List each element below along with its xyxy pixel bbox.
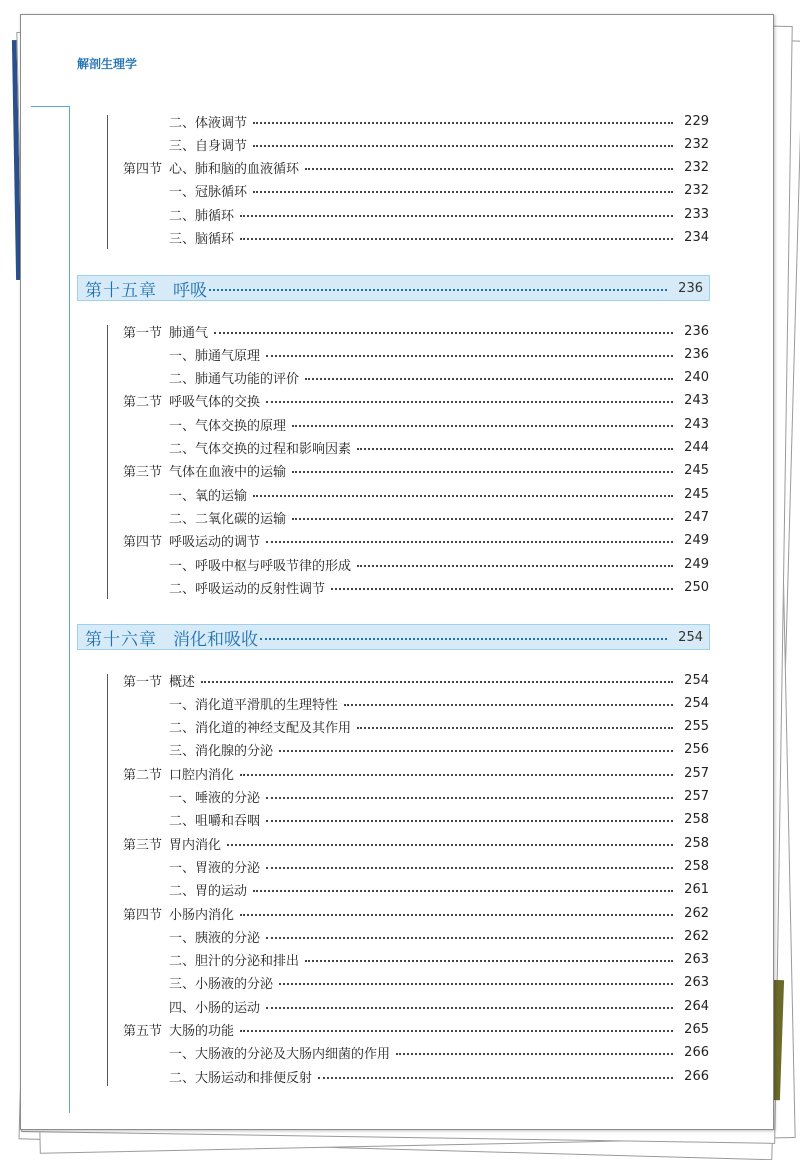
entry-title: 一、唾液的分泌 xyxy=(169,791,261,806)
entry-title: 一、胰液的分泌 xyxy=(169,930,261,946)
entry-title: 一、氧的运输 xyxy=(169,488,248,504)
decorative-rule xyxy=(31,106,67,107)
page-number: 263 xyxy=(684,952,709,968)
entry-title: 一、大肠液的分泌及大肠内细菌的作用 xyxy=(169,1047,391,1063)
chapter-title: 呼吸 xyxy=(173,280,207,301)
section-label: 第四节 xyxy=(123,535,163,551)
leader-dots xyxy=(266,866,673,869)
section-label: 第四节 xyxy=(123,162,163,178)
leader-dots xyxy=(266,1006,673,1009)
leader-dots xyxy=(240,913,673,916)
entry-title: 二、体液调节 xyxy=(169,115,248,131)
section-label: 第三节 xyxy=(123,465,163,481)
chapter-number: 第十五章 xyxy=(85,280,157,301)
entry-title: 肺通气 xyxy=(169,325,209,341)
entry-title: 二、消化道的神经支配及其作用 xyxy=(169,721,352,737)
entry-title: 一、消化道平滑肌的生理特性 xyxy=(169,697,339,713)
page-number: 245 xyxy=(684,486,709,502)
entry-title: 三、消化腺的分泌 xyxy=(169,744,274,760)
leader-dots xyxy=(253,144,673,147)
toc-entry[interactable] xyxy=(107,717,709,737)
toc-entry[interactable] xyxy=(107,111,709,131)
entry-title: 二、二氧化碳的运输 xyxy=(169,511,287,527)
leader-dots xyxy=(292,470,673,473)
entry-title: 心、肺和脑的血液循环 xyxy=(169,162,300,178)
leader-dots xyxy=(357,447,673,450)
entry-title: 二、胆汁的分泌和排出 xyxy=(169,954,300,970)
leader-dots xyxy=(240,773,673,776)
entry-title: 大肠的功能 xyxy=(169,1024,235,1039)
leader-dots xyxy=(292,424,673,427)
toc-entry[interactable] xyxy=(107,740,709,760)
entry-title: 三、自身调节 xyxy=(169,138,248,154)
page-number: 264 xyxy=(684,998,709,1014)
section-label: 第二节 xyxy=(123,395,163,411)
leader-dots xyxy=(253,190,673,193)
toc-entry[interactable] xyxy=(107,414,709,434)
leader-dots xyxy=(318,1076,673,1079)
entry-title: 呼吸气体的交换 xyxy=(169,395,261,411)
page-number: 236 xyxy=(684,323,709,339)
leader-dots xyxy=(357,564,673,567)
page-number: 247 xyxy=(684,509,709,525)
page-number: 262 xyxy=(684,928,709,944)
entry-title: 二、气体交换的过程和影响因素 xyxy=(169,442,352,457)
leader-dots xyxy=(209,288,667,291)
leader-dots xyxy=(266,354,673,357)
toc-entry[interactable] xyxy=(107,833,709,853)
leader-dots xyxy=(396,1052,673,1055)
entry-title: 小肠内消化 xyxy=(169,907,235,923)
page-number: 243 xyxy=(684,416,709,432)
chapter-heading-16[interactable] xyxy=(77,624,710,650)
toc-entry[interactable] xyxy=(107,763,709,783)
toc-entry[interactable] xyxy=(107,158,709,178)
page-number: 249 xyxy=(684,556,709,572)
section-label: 第四节 xyxy=(123,907,163,923)
page-number: 244 xyxy=(684,440,709,455)
leader-dots xyxy=(240,214,673,217)
page-number: 266 xyxy=(684,1045,709,1061)
toc-entry[interactable] xyxy=(107,438,709,458)
page-number: 256 xyxy=(684,742,709,758)
running-head: 解剖生理学 xyxy=(77,57,138,71)
leader-dots xyxy=(266,819,673,822)
page-number: 262 xyxy=(684,905,709,921)
toc-entry[interactable] xyxy=(107,181,709,201)
leader-dots xyxy=(240,237,673,240)
toc-entry[interactable] xyxy=(107,554,709,574)
section-label: 第一节 xyxy=(123,325,163,341)
entry-title: 二、呼吸运动的反射性调节 xyxy=(169,581,326,597)
page-number: 257 xyxy=(684,789,709,804)
leader-dots xyxy=(279,982,673,985)
toc-entry[interactable] xyxy=(107,577,709,597)
toc-entry[interactable] xyxy=(107,856,709,876)
toc-entry[interactable] xyxy=(107,973,709,993)
leader-dots xyxy=(253,121,673,124)
toc-block-digestion xyxy=(107,670,709,1090)
toc-entry[interactable] xyxy=(107,670,709,690)
toc-entry[interactable] xyxy=(107,1066,709,1086)
toc-entry[interactable] xyxy=(107,507,709,527)
entry-title: 二、肺循环 xyxy=(169,208,235,224)
toc-entry[interactable] xyxy=(107,461,709,481)
entry-title: 四、小肠的运动 xyxy=(169,1000,261,1016)
entry-title: 二、大肠运动和排便反射 xyxy=(169,1070,313,1086)
toc-entry[interactable] xyxy=(107,693,709,713)
leader-dots xyxy=(266,540,673,543)
entry-title: 二、肺通气功能的评价 xyxy=(169,372,300,388)
page-number: 229 xyxy=(684,113,709,129)
page-number: 236 xyxy=(684,346,709,362)
leader-dots xyxy=(240,1029,673,1032)
toc-entry[interactable] xyxy=(107,1020,709,1040)
leader-dots xyxy=(266,400,673,403)
page-number: 266 xyxy=(684,1068,709,1084)
entry-title: 一、肺通气原理 xyxy=(169,348,261,364)
page-number: 254 xyxy=(684,672,709,688)
leader-dots xyxy=(253,494,673,497)
page-number: 233 xyxy=(684,206,709,222)
toc-entry[interactable] xyxy=(107,204,709,224)
toc-page xyxy=(20,14,774,1130)
leader-dots xyxy=(260,637,667,640)
entry-title: 胃内消化 xyxy=(169,837,222,853)
entry-title: 气体在血液中的运输 xyxy=(169,465,287,481)
entry-title: 一、胃液的分泌 xyxy=(169,860,261,876)
leader-dots xyxy=(266,796,673,799)
page-number: 250 xyxy=(684,579,709,595)
leader-dots xyxy=(214,331,673,334)
entry-title: 一、呼吸中枢与呼吸节律的形成 xyxy=(169,558,352,574)
toc-entry[interactable] xyxy=(107,996,709,1016)
toc-entry[interactable] xyxy=(107,134,709,154)
section-label: 第二节 xyxy=(123,767,163,783)
page-number: 243 xyxy=(684,393,709,409)
decorative-margin-line xyxy=(69,113,70,1113)
page-number: 261 xyxy=(684,882,709,898)
entry-title: 二、咀嚼和吞咽 xyxy=(169,814,261,830)
toc-block-respiration xyxy=(107,321,709,603)
leader-dots xyxy=(305,167,673,170)
entry-title: 二、胃的运动 xyxy=(169,884,248,900)
section-label: 第五节 xyxy=(123,1024,163,1039)
leader-dots xyxy=(266,936,673,939)
leader-dots xyxy=(357,726,673,729)
toc-entry[interactable] xyxy=(107,787,709,807)
page-number: 240 xyxy=(684,370,709,386)
page-number: 258 xyxy=(684,858,709,874)
leader-dots xyxy=(279,749,673,752)
leader-dots xyxy=(227,843,673,846)
leader-dots xyxy=(292,517,673,520)
entry-title: 一、冠脉循环 xyxy=(169,185,248,201)
entry-title: 一、气体交换的原理 xyxy=(169,418,287,434)
page-number: 232 xyxy=(684,136,709,152)
toc-block-circulation xyxy=(107,111,709,253)
page-number: 234 xyxy=(684,230,709,245)
toc-entry[interactable] xyxy=(107,531,709,551)
toc-entry[interactable] xyxy=(107,880,709,900)
section-label: 第三节 xyxy=(123,837,163,853)
chapter-number: 第十六章 xyxy=(85,629,157,650)
page-number: 245 xyxy=(684,463,709,479)
chapter-title: 消化和吸收 xyxy=(173,629,258,650)
leader-dots xyxy=(201,680,673,683)
page-number: 265 xyxy=(684,1022,709,1037)
toc-entry[interactable] xyxy=(107,903,709,923)
leader-dots xyxy=(331,587,673,590)
page-number: 258 xyxy=(684,812,709,828)
chapter-heading-15[interactable] xyxy=(77,275,710,301)
entry-title: 三、脑循环 xyxy=(169,232,235,247)
page-number: 232 xyxy=(684,183,709,199)
entry-title: 口腔内消化 xyxy=(169,767,235,783)
toc-entry[interactable] xyxy=(107,810,709,830)
toc-entry[interactable] xyxy=(107,1043,709,1063)
toc-entry[interactable] xyxy=(107,926,709,946)
toc-entry[interactable] xyxy=(107,321,709,341)
section-label: 第一节 xyxy=(123,674,163,690)
chapter-page-number: 236 xyxy=(678,280,703,296)
page-number: 263 xyxy=(684,975,709,991)
toc-entry[interactable] xyxy=(107,344,709,364)
leader-dots xyxy=(305,959,673,962)
page-number: 254 xyxy=(684,695,709,711)
page-number: 255 xyxy=(684,719,709,735)
toc-entry[interactable] xyxy=(107,368,709,388)
toc-entry[interactable] xyxy=(107,228,709,248)
entry-title: 概述 xyxy=(169,674,196,690)
toc-entry[interactable] xyxy=(107,950,709,970)
toc-entry[interactable] xyxy=(107,484,709,504)
toc-entry[interactable] xyxy=(107,391,709,411)
leader-dots xyxy=(305,377,673,380)
entry-title: 三、小肠液的分泌 xyxy=(169,977,274,993)
page-number: 232 xyxy=(684,160,709,176)
page-number: 249 xyxy=(684,533,709,549)
page-number: 258 xyxy=(684,835,709,851)
chapter-page-number: 254 xyxy=(678,629,703,645)
leader-dots xyxy=(344,703,673,706)
leader-dots xyxy=(253,889,673,892)
entry-title: 呼吸运动的调节 xyxy=(169,535,261,551)
page-number: 257 xyxy=(684,765,709,781)
